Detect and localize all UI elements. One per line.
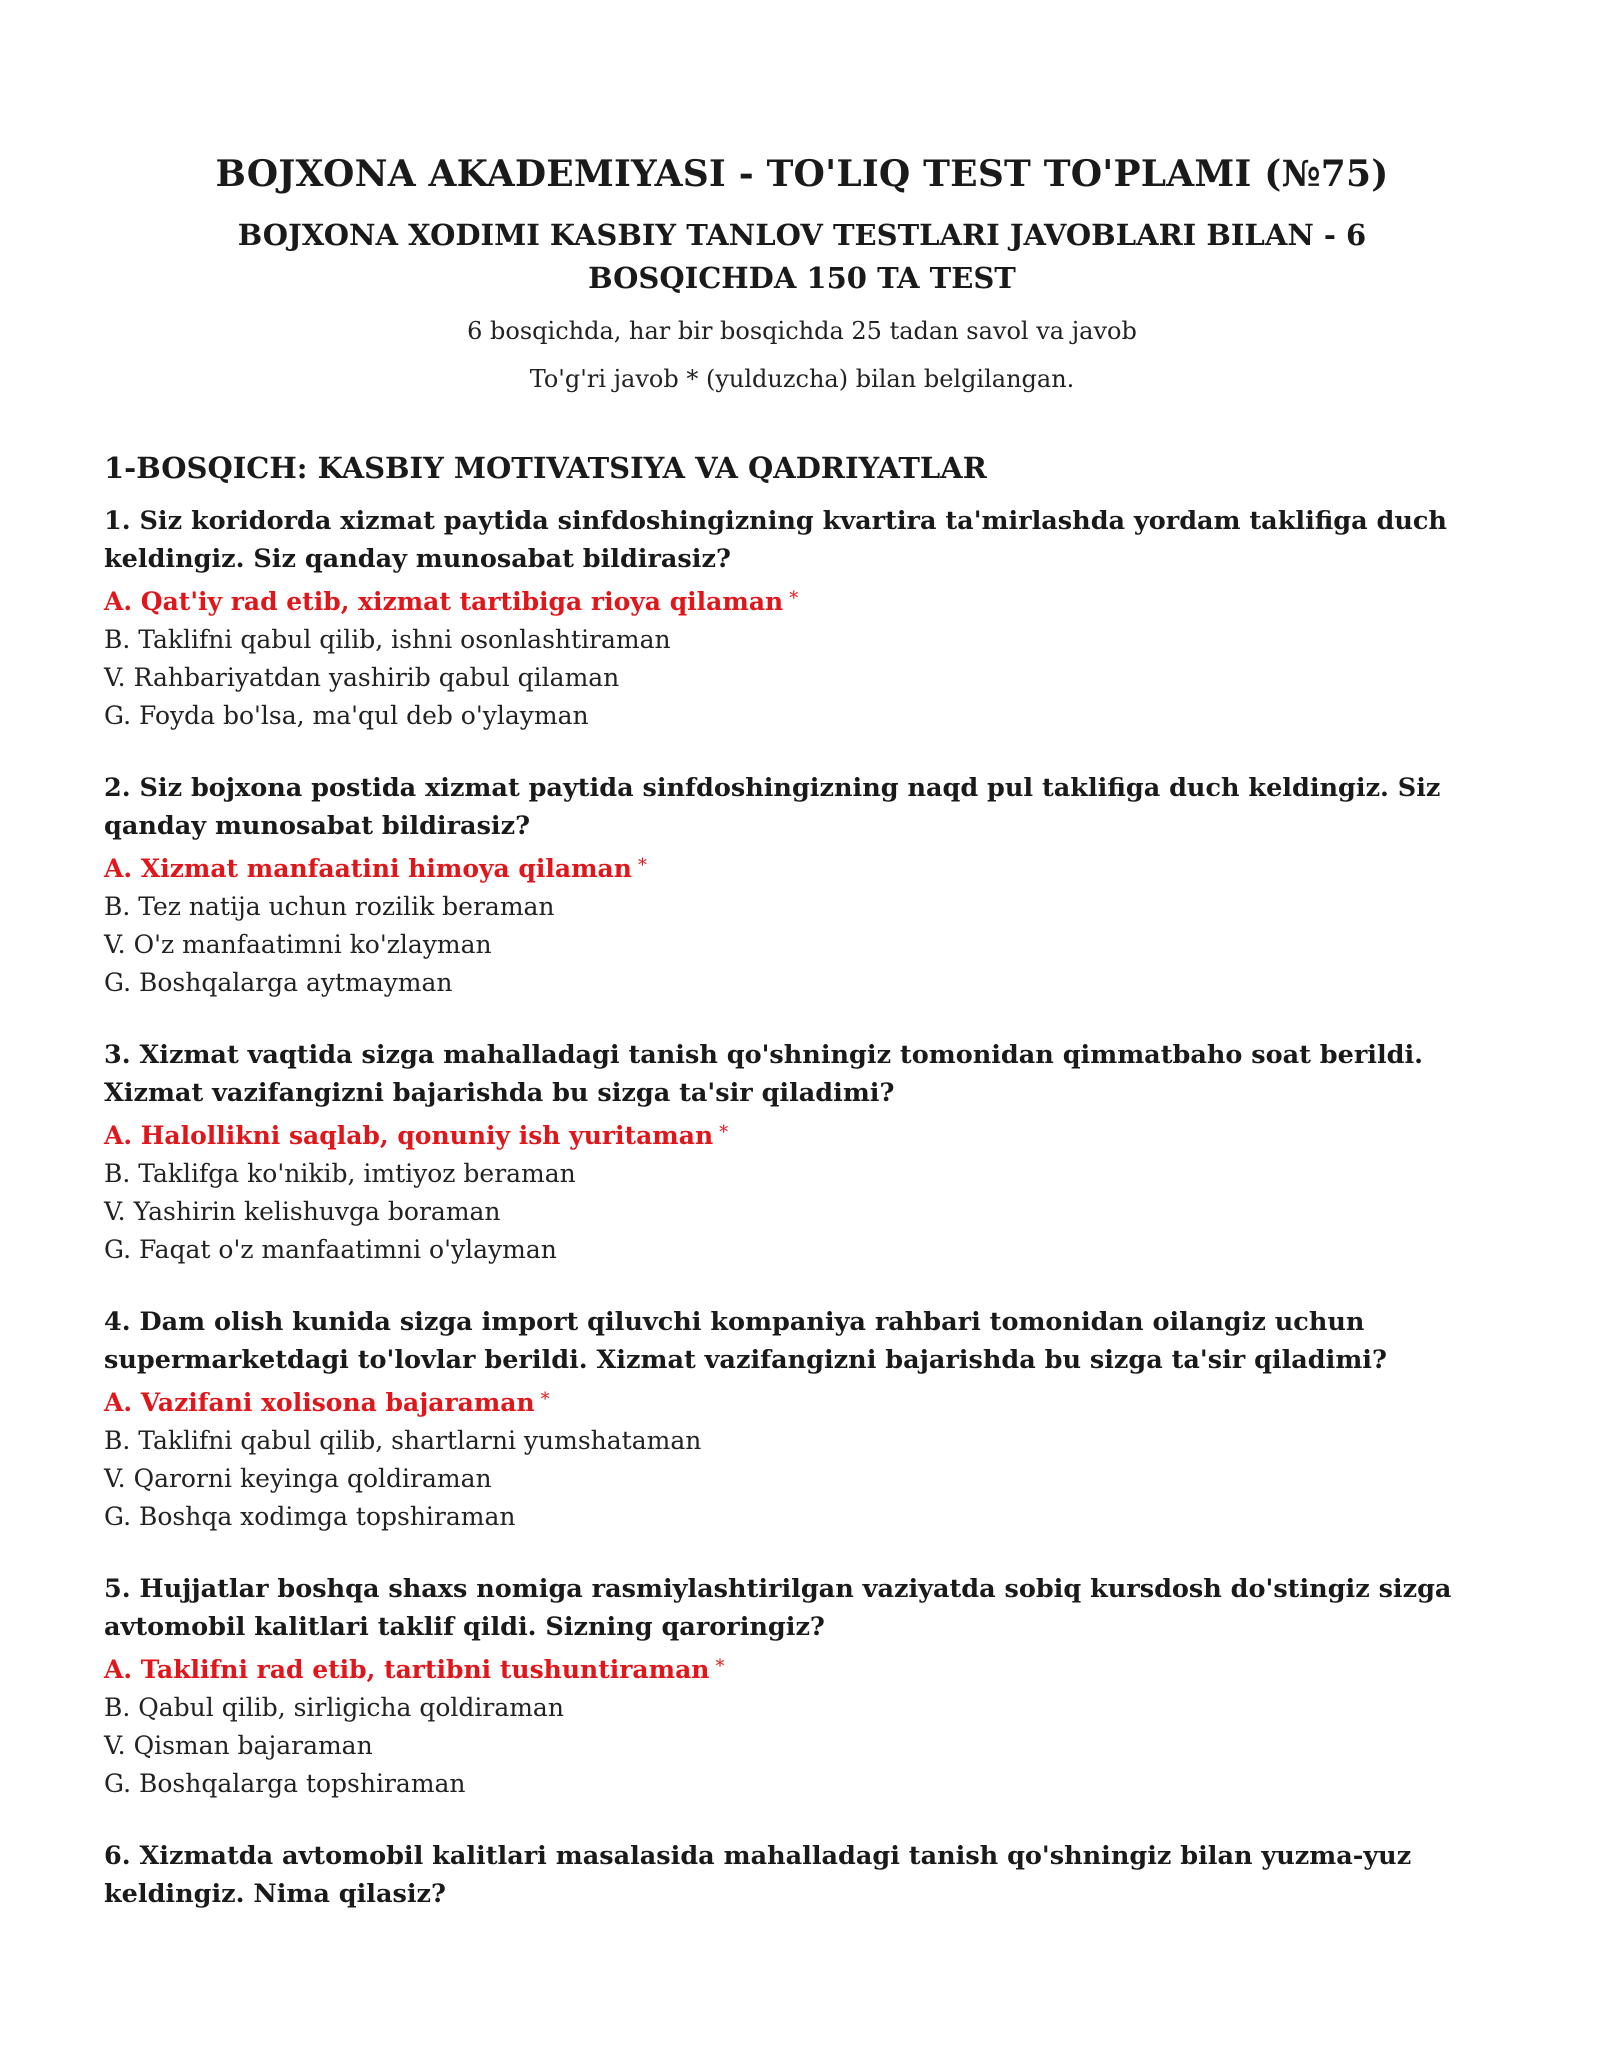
question-text: 3. Xizmat vaqtida sizga mahalladagi tanish qo'shningiz tomonidan qimmatbaho soat berildi. Xizmat vazifangizni bajarishda bu sizga ta'sir qiladimi? <box>104 1040 1424 1108</box>
answer-option: G. Boshqalarga topshiraman <box>104 1769 466 1798</box>
question-block <box>104 502 1500 735</box>
correct-star-icon: * <box>789 588 799 609</box>
answer-option: V. O'z manfaatimni ko'zlayman <box>104 930 492 959</box>
question-block <box>104 1036 1500 1269</box>
question-block <box>104 1837 1500 1913</box>
question-text: 2. Siz bojxona postida xizmat paytida sinfdoshingizning naqd pul taklifiga duch keldingiz. Siz qanday munosabat bildirasiz? <box>104 773 1441 841</box>
correct-star-icon: * <box>637 855 647 876</box>
correct-option <box>104 580 1500 621</box>
question-text: 4. Dam olish kunida sizga import qiluvchi kompaniya rahbari tomonidan oilangiz uchun supermarketdagi to'lovlar berildi. Xizmat vazifangizni bajarishda bu sizga ta'sir qiladimi? <box>104 1307 1387 1375</box>
answer-option: V. Qisman bajaraman <box>104 1731 373 1760</box>
document-header <box>104 150 1500 394</box>
answer-option: G. Boshqa xodimga topshiraman <box>104 1502 516 1531</box>
answer-options <box>104 580 1500 735</box>
correct-option <box>104 1381 1500 1422</box>
correct-option <box>104 847 1500 888</box>
option-text: A. Vazifani xolisona bajaraman <box>104 1388 535 1417</box>
option-text: A. Taklifni rad etib, tartibni tushuntiraman <box>104 1655 710 1684</box>
answer-options <box>104 1381 1500 1536</box>
answer-options <box>104 847 1500 1002</box>
answer-option: V. Qarorni keyinga qoldiraman <box>104 1464 492 1493</box>
correct-star-icon: * <box>540 1389 550 1410</box>
answer-option: B. Taklifni qabul qilib, shartlarni yumshataman <box>104 1426 702 1455</box>
correct-option <box>104 1648 1500 1689</box>
answer-option: G. Boshqalarga aytmayman <box>104 968 453 997</box>
document-title: BOJXONA AKADEMIYASI - TO'LIQ TEST TO'PLAMI (№75) <box>215 153 1389 195</box>
question-block <box>104 1570 1500 1803</box>
option-text: A. Xizmat manfaatini himoya qilaman <box>104 854 632 883</box>
question-text: 5. Hujjatlar boshqa shaxs nomiga rasmiylashtirilgan vaziyatda sobiq kursdosh do'stingiz sizga avtomobil kalitlari taklif qildi. Sizning qaroringiz? <box>104 1574 1452 1642</box>
answer-option: V. Yashirin kelishuvga boraman <box>104 1197 501 1226</box>
question-text: 1. Siz koridorda xizmat paytida sinfdoshingizning kvartira ta'mirlashda yordam taklifiga duch keldingiz. Siz qanday munosabat bildirasiz? <box>104 506 1447 574</box>
document-subtitle: BOJXONA XODIMI KASBIY TANLOV TESTLARI JAVOBLARI BILAN - 6 BOSQICHDA 150 TA TEST <box>237 218 1367 295</box>
answer-option: G. Faqat o'z manfaatimni o'ylayman <box>104 1235 557 1264</box>
question-block <box>104 1303 1500 1536</box>
answer-option: V. Rahbariyatdan yashirib qabul qilaman <box>104 663 620 692</box>
document-info-line: 6 bosqichda, har bir bosqichda 25 tadan savol va javob <box>467 317 1137 345</box>
answer-option: B. Taklifga ko'nikib, imtiyoz beraman <box>104 1159 576 1188</box>
answer-option: B. Tez natija uchun rozilik beraman <box>104 892 555 921</box>
answer-options <box>104 1114 1500 1269</box>
question-text: 6. Xizmatda avtomobil kalitlari masalasida mahalladagi tanish qo'shningiz bilan yuzma-yuz keldingiz. Nima qilasiz? <box>104 1841 1412 1909</box>
section-title: 1-BOSQICH: KASBIY MOTIVATSIYA VA QADRIYATLAR <box>104 451 987 485</box>
correct-option <box>104 1114 1500 1155</box>
option-text: A. Qat'iy rad etib, xizmat tartibiga rioya qilaman <box>104 587 784 616</box>
option-text: A. Halollikni saqlab, qonuniy ish yuritaman <box>104 1121 714 1150</box>
correct-star-icon: * <box>715 1656 725 1677</box>
answer-options <box>104 1648 1500 1803</box>
answer-option: B. Qabul qilib, sirligicha qoldiraman <box>104 1693 564 1722</box>
correct-answer-note: To'g'ri javob * (yulduzcha) bilan belgilangan. <box>529 365 1075 393</box>
correct-star-icon: * <box>719 1122 729 1143</box>
answer-option: G. Foyda bo'lsa, ma'qul deb o'ylayman <box>104 701 589 730</box>
question-block <box>104 769 1500 1002</box>
answer-option: B. Taklifni qabul qilib, ishni osonlashtiraman <box>104 625 671 654</box>
